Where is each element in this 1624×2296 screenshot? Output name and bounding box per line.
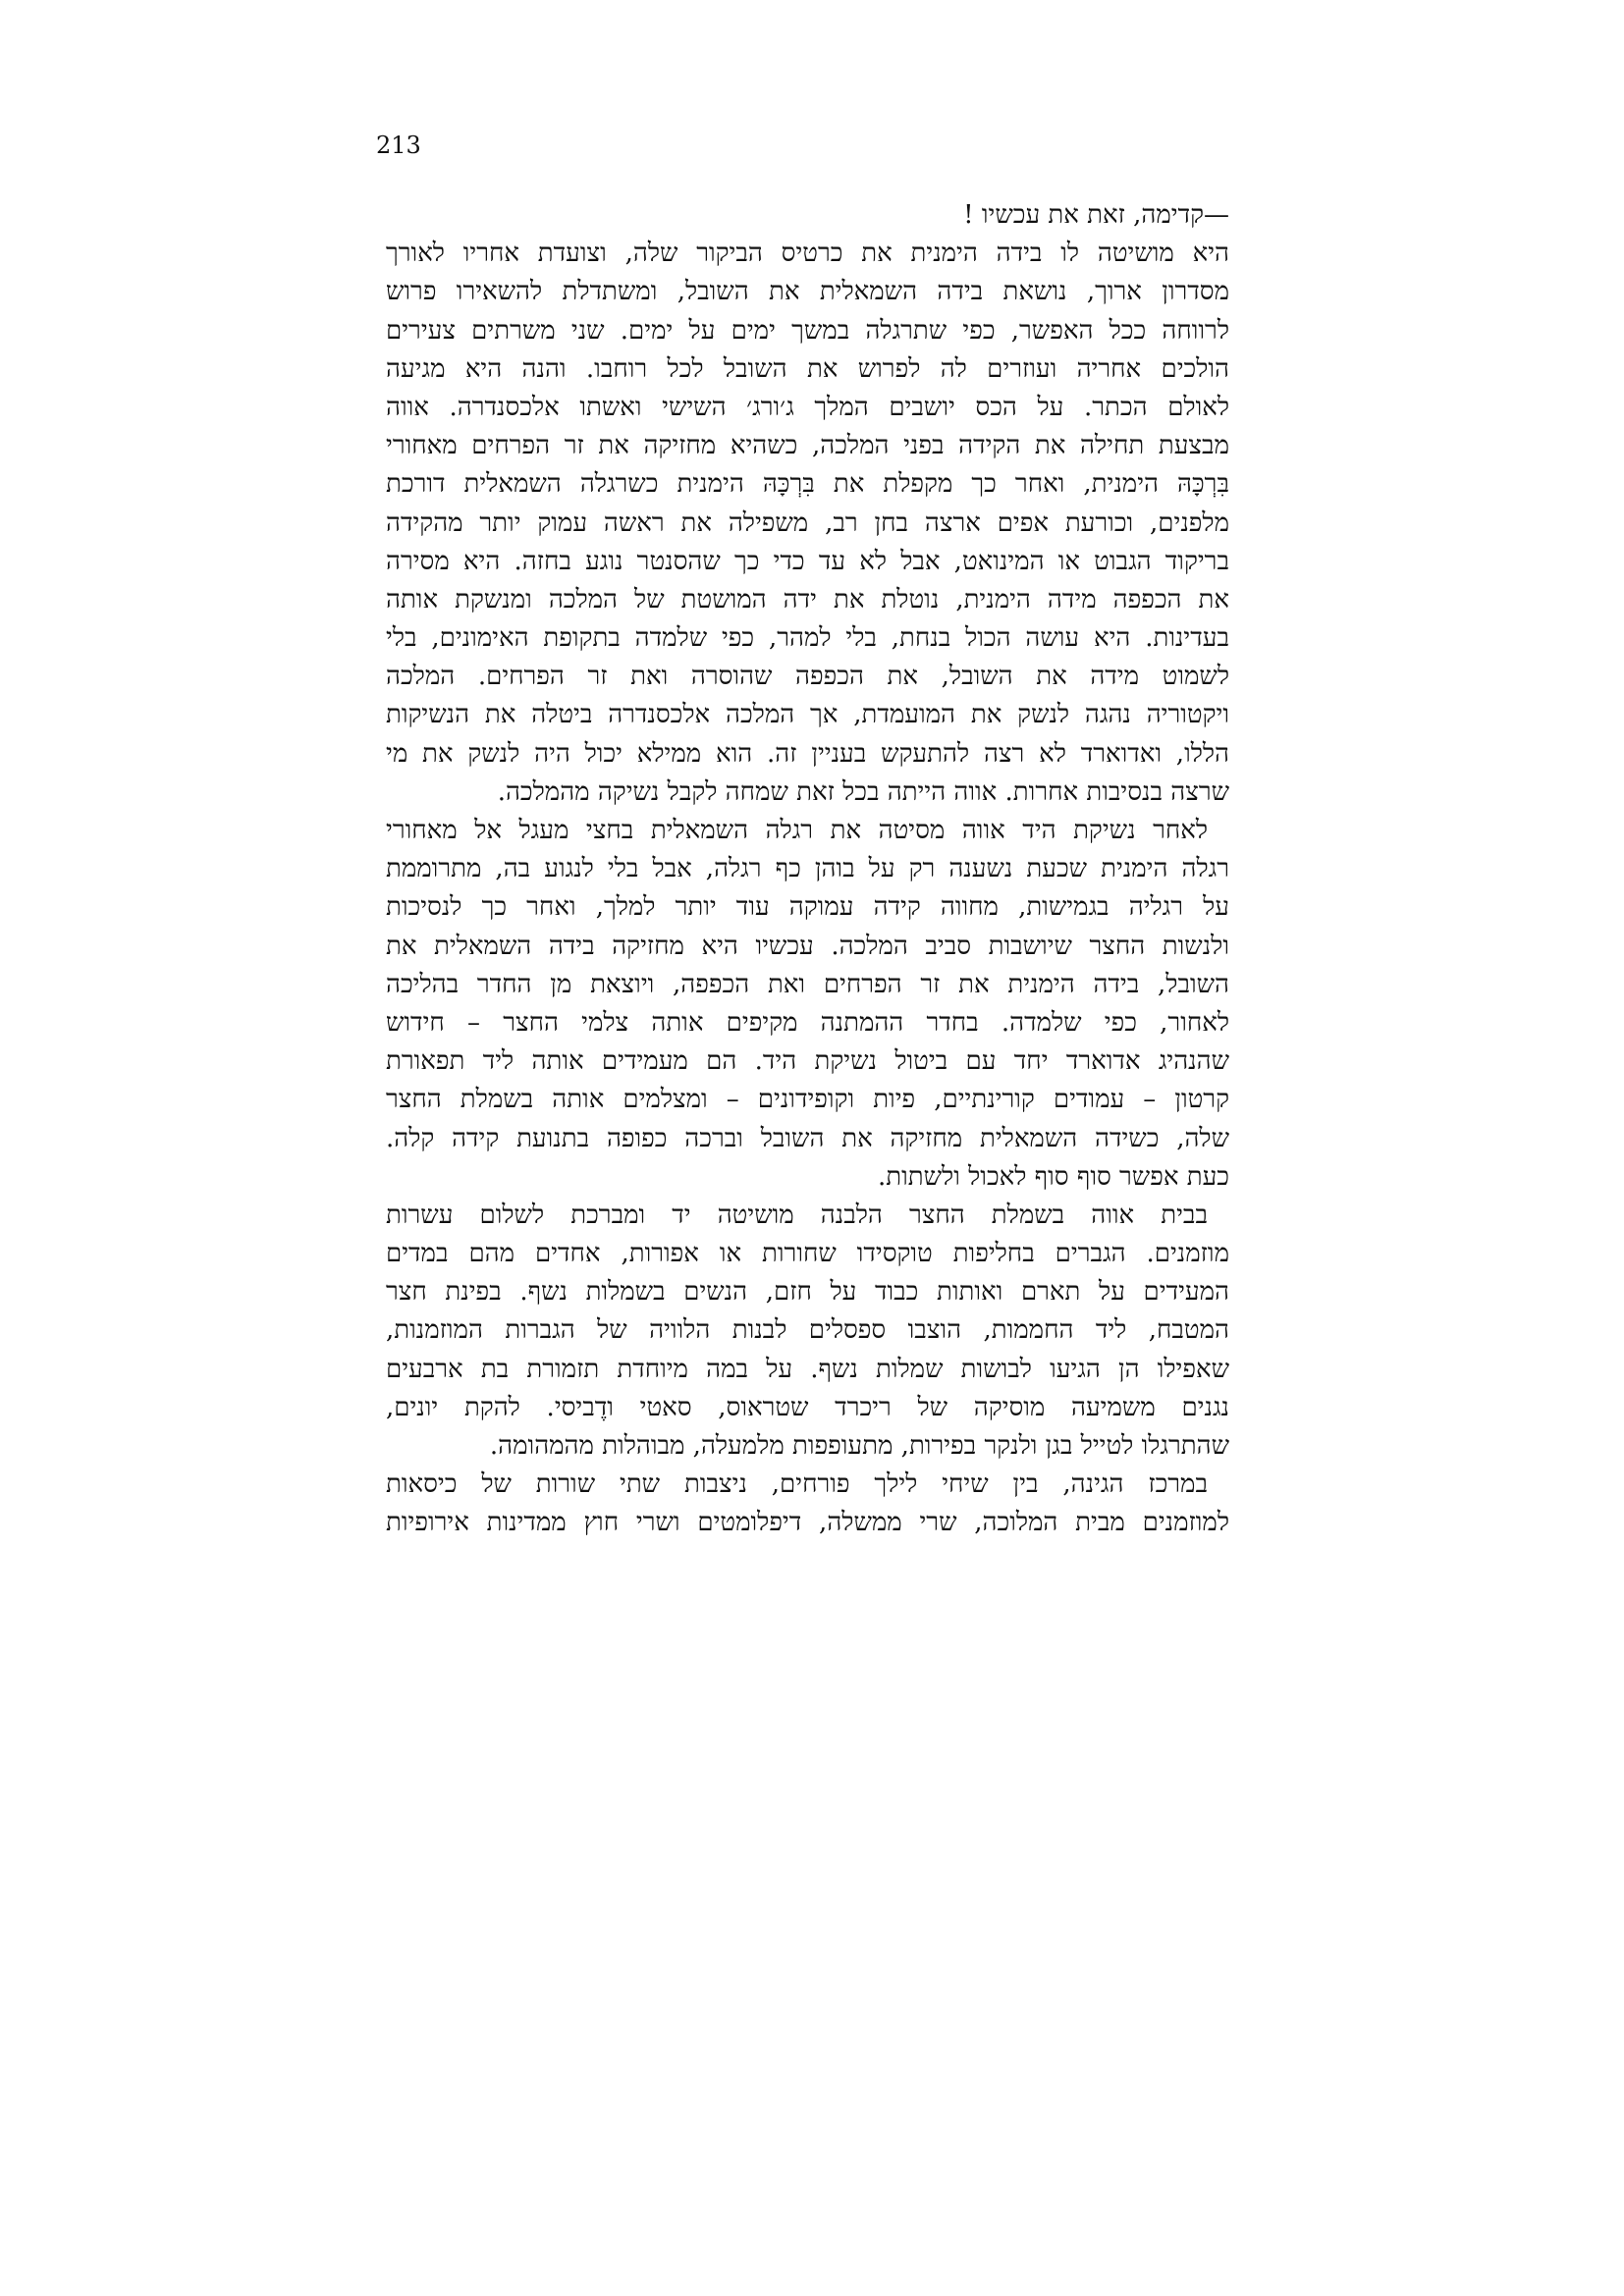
text-line: שהנהיג אדוארד יחד עם ביטול נשיקת היד. הם מעמידים אותה ליד תפאורת — [386, 1046, 1229, 1077]
text-line: בבית אווה בשמלת החצר הלבנה מושיטה יד ומברכת לשלום עשרות — [386, 1200, 1208, 1230]
text-line: המעידים על תארם ואותות כבוד על חזם, הנשים בשמלות נשף. בפינת חצר — [386, 1277, 1229, 1308]
text-line: רגלה הימנית שכעת נשענה רק על בוהן כף רגלה, אבל בלי לנגוע בה, מתרוממת — [386, 854, 1229, 884]
text-line: המטבח, ליד החממות, הוצבו ספסלים לבנות הלוויה של הגברות המוזמנות, — [386, 1315, 1229, 1346]
text-line: הולכים אחריה ועוזרים לה לפרוש את השובל לכל רוחבו. והנה היא מגיעה — [386, 353, 1229, 384]
text-line: לשמוט מידה את השובל, את הכפפה שהוסרה ואת זר הפרחים. המלכה — [386, 662, 1229, 692]
text-line: במרכז הגינה, בין שיחי לילך פורחים, ניצבות שתי שורות של כיסאות — [386, 1469, 1208, 1500]
text-line: בעדינות. היא עושה הכול בנחת, בלי למהר, כפי שלמדה בתקופת האימונים, בלי — [386, 623, 1229, 654]
page-number: 213 — [376, 132, 421, 159]
text-line: נגנים משמיעה מוסיקה של ריכרד שטראוס, סאטי ודֶביסי. להקת יונים, — [386, 1392, 1229, 1422]
text-line: שאפילו הן הגיעו לבושות שמלות נשף. על במה מיוחדת תזמורת בת ארבעים — [386, 1354, 1229, 1384]
text-line: בריקוד הגבוט או המינואט, אבל לא עד כדי כך שהסנטר נוגע בחזה. היא מסירה — [386, 546, 1229, 576]
text-line: לאחר נשיקת היד אווה מסיטה את רגלה השמאלית בחצי מעגל אל מאחורי — [386, 816, 1208, 845]
text-line: קרטון – עמודים קורינתיים, פיות וקופידונים – ומצלמים אותה בשמלת החצר — [386, 1085, 1229, 1115]
text-line: השובל, בידה הימנית את זר הפרחים ואת הכפפה, ויוצאת מן החדר בהליכה — [386, 969, 1229, 999]
text-line: בִּרְכָּהּ הימנית, ואחר כך מקפלת את בִּרְכָּהּ הימנית כשרגלה השמאלית דורכת — [386, 469, 1229, 500]
text-line: מלפנים, וכורעת אפים ארצה בחן רב, משפילה את ראשה עמוק יותר מהקידה — [386, 507, 1229, 538]
text-line: היא מושיטה לו בידה הימנית את כרטיס הביקור שלה, וצועדת אחריו לאורך — [386, 239, 1229, 269]
text-line: לאולם הכתר. על הכס יושבים המלך ג׳ורג׳ השישי ואשתו אלכסנדרה. אווה — [386, 392, 1229, 422]
text-line: —קדימה, זאת את עכשיו ! — [963, 200, 1229, 230]
text-line: שרצה בנסיבות אחרות. אווה הייתה בכל זאת שמחה לקבל נשיקה מהמלכה. — [497, 776, 1229, 807]
text-line: מבצעת תחילה את הקידה בפני המלכה, כשהיא מחזיקה את זר הפרחים מאחורי — [386, 431, 1229, 461]
text-line: למוזמנים מבית המלוכה, שרי ממשלה, דיפלומטים ושרי חוץ ממדינות אירופיות — [386, 1508, 1229, 1538]
text-line: מוזמנים. הגברים בחליפות טוקסידו שחורות או אפורות, אחדים מהם במדים — [386, 1239, 1229, 1269]
text-line: לרווחה ככל האפשר, כפי שתרגלה במשך ימים על ימים. שני משרתים צעירים — [386, 315, 1229, 346]
text-line: הללו, ואדוארד לא רצה להתעקש בעניין זה. הוא ממילא יכול היה לנשק את מי — [386, 738, 1229, 769]
text-line: שהתרגלו לטייל בגן ולנקר בפירות, מתעופפות מלמעלה, מבוהלות מהמהומה. — [489, 1431, 1229, 1461]
text-line: ויקטוריה נהגה לנשק את המועמדת, אך המלכה אלכסנדרה ביטלה את הנשיקות — [386, 700, 1229, 730]
text-line: כעת אפשר סוף סוף לאכול ולשתות. — [878, 1161, 1229, 1192]
text-line: את הכפפה מידה הימנית, נוטלת את ידה המושטת של המלכה ומנשקת אותה — [386, 584, 1229, 614]
text-line: לאחור, כפי שלמדה. בחדר ההמתנה מקיפים אותה צלמי החצר – חידוש — [386, 1007, 1229, 1038]
text-line: מסדרון ארוך, נושאת בידה השמאלית את השובל, ומשתדלת להשאירו פרוש — [386, 277, 1229, 307]
text-line: על רגליה בגמישות, מחווה קידה עמוקה עוד יותר למלך, ואחר כך לנסיכות — [386, 892, 1229, 923]
text-line: שלה, כשידה השמאלית מחזיקה את השובל וברכה כפופה בתנועת קידה קלה. — [386, 1123, 1229, 1153]
body-text — [386, 196, 1229, 1543]
text-line: ולנשות החצר שיושבות סביב המלכה. עכשיו היא מחזיקה בידה השמאלית את — [386, 931, 1229, 961]
